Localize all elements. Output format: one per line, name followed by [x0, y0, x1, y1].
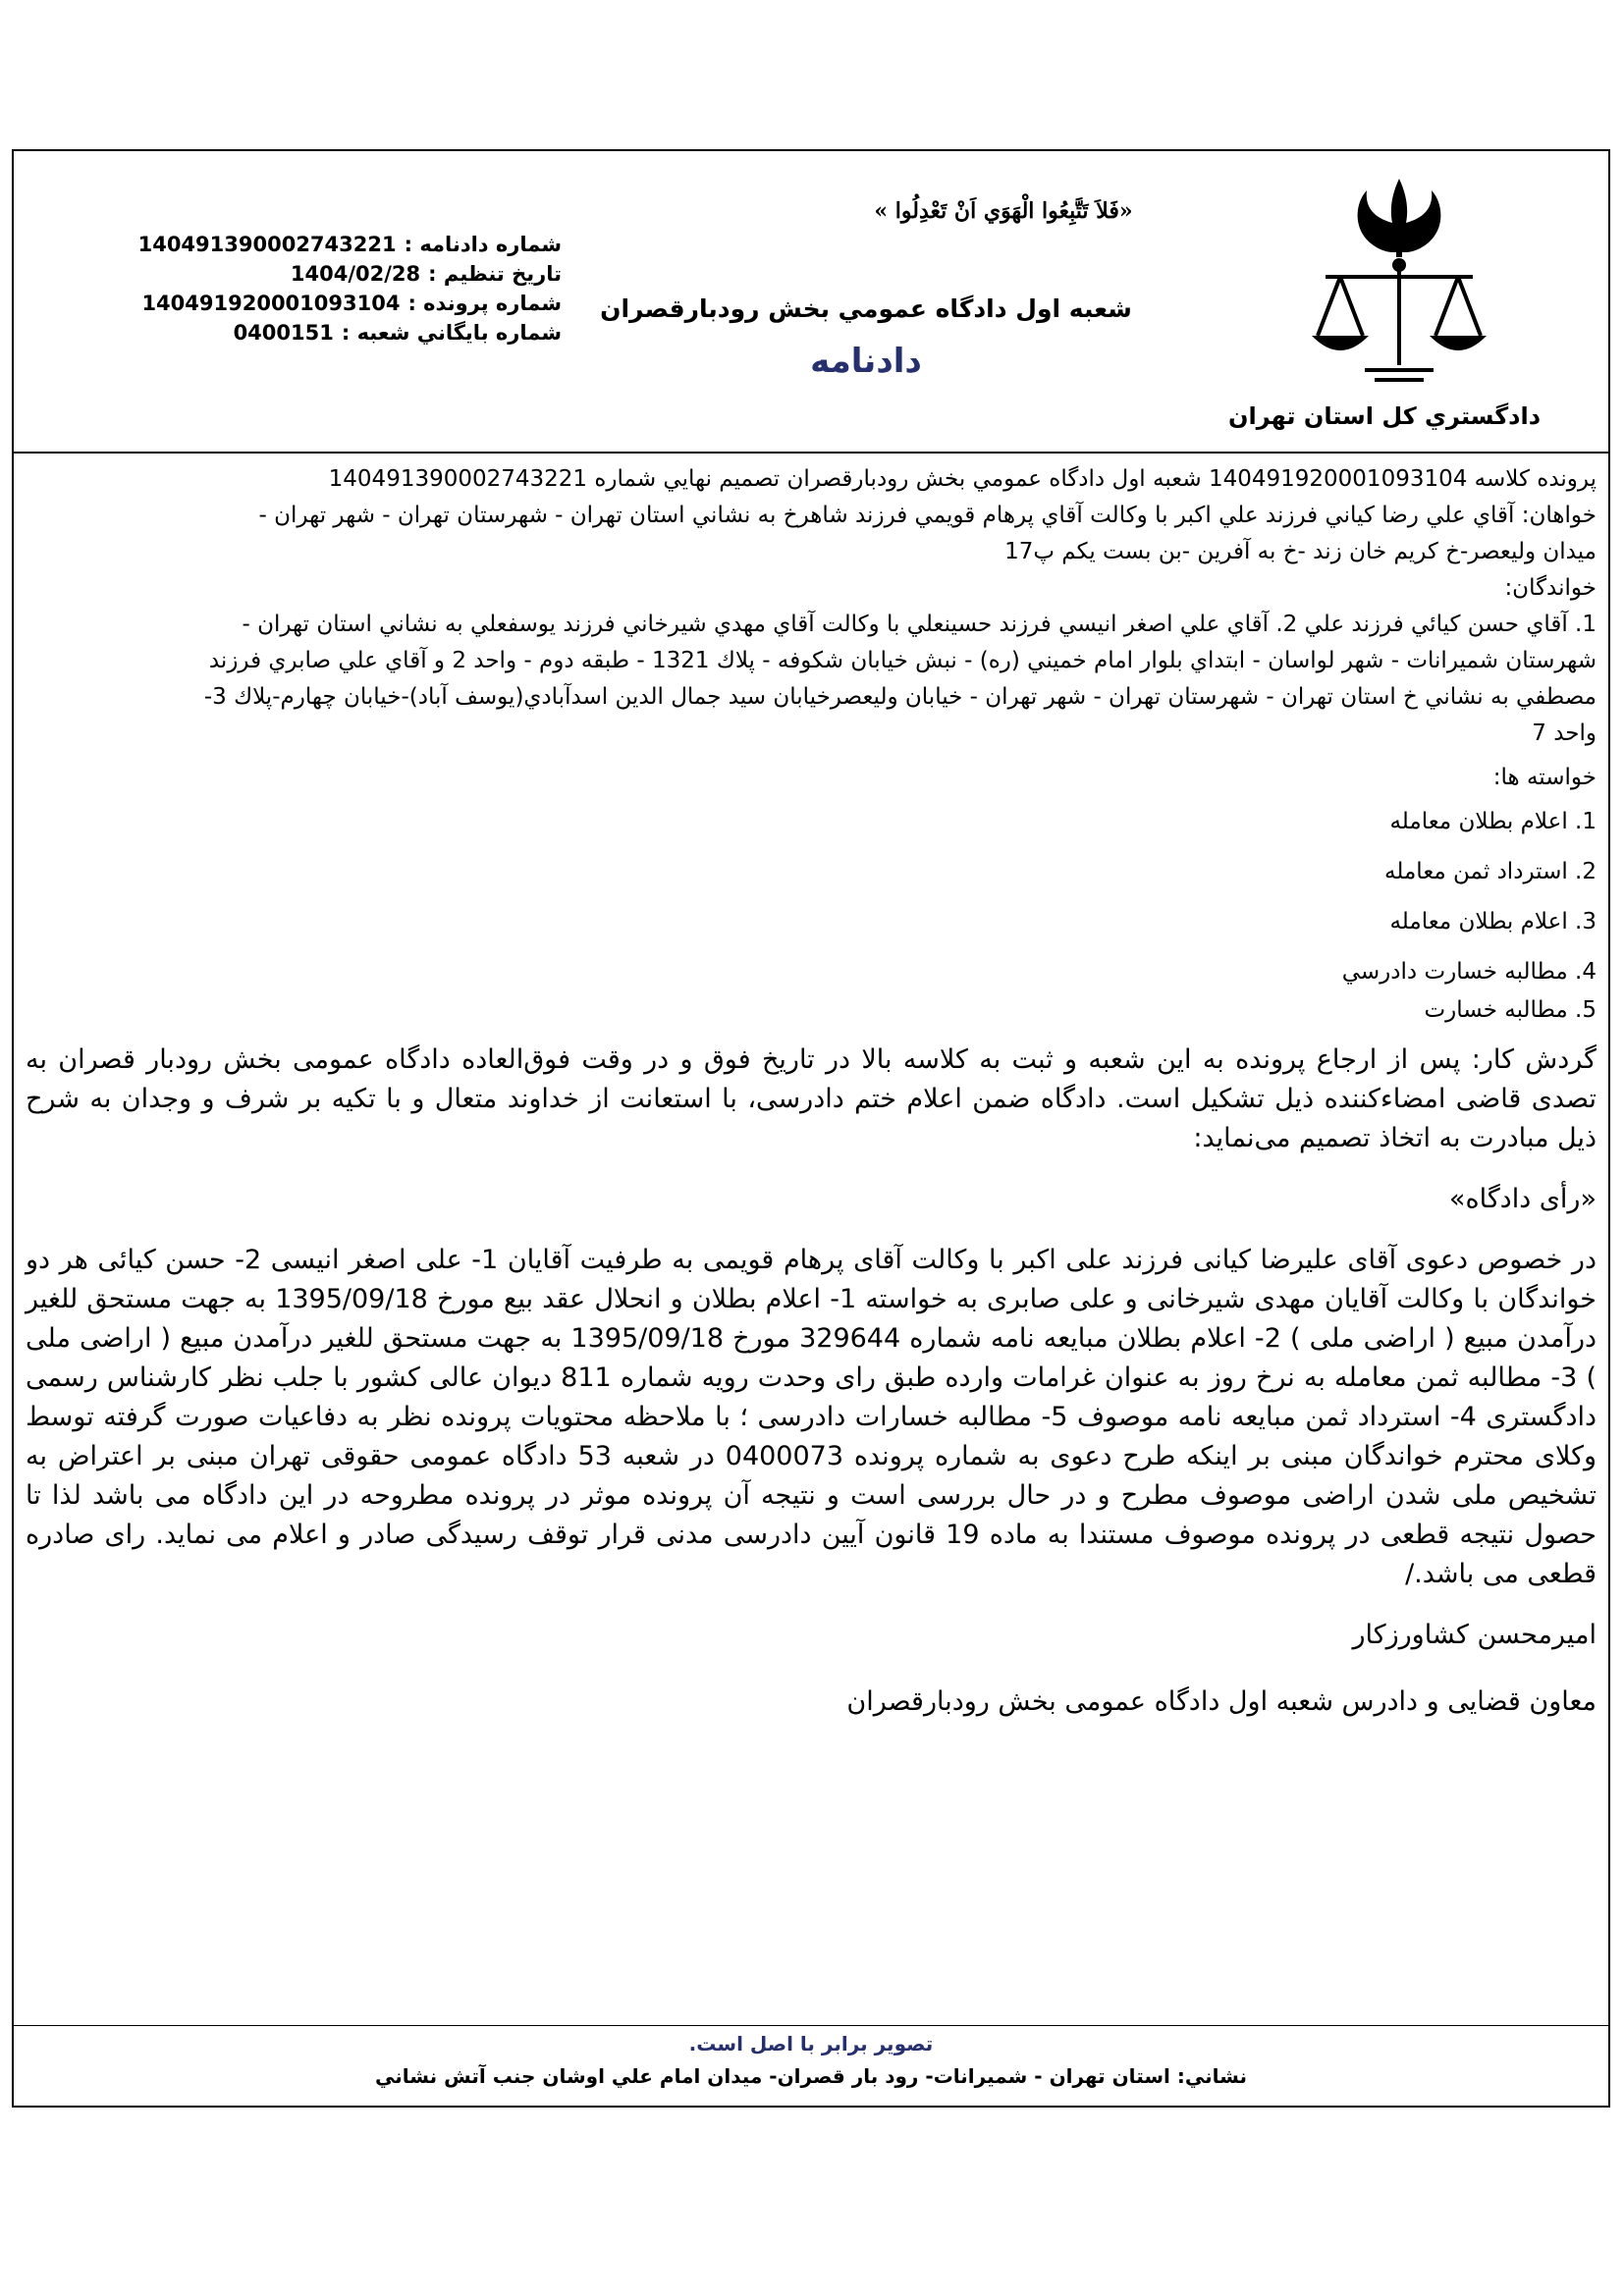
meta-archive-number: شماره بايگاني شعبه : 0400151 [233, 321, 562, 345]
document-type-title: دادنامه [810, 342, 922, 381]
defendants-line-3: مصطفي به نشاني خ استان تهران - شهرستان تهران - شهر تهران - خيابان وليعصرخيابان سيد جمال الدين اسدآبادي(يوسف آباد)-خيابان چهارم-پلاك 3- [203, 684, 1597, 710]
document-header [12, 149, 1610, 454]
defendants-line-1: 1. آقاي حسن كيائي فرزند علي 2. آقاي علي اصغر انيسي فرزند حسينعلي با وكالت آقاي مهدي شيرخاني فرزند يوسفعلي به نشاني استان تهران - [242, 612, 1597, 637]
meta-verdict-number: شماره دادنامه : 140491390002743221 [137, 233, 562, 256]
case-file-line: پرونده كلاسه 140491920001093104 شعبه اول دادگاه عمومي بخش رودبارقصران تصميم نهايي شماره 140491390002743221 [328, 466, 1597, 492]
defendants-line-4: واحد 7 [1532, 721, 1597, 746]
meta-issue-date: تاريخ تنظيم : 1404/02/28 [290, 262, 562, 286]
branch-title: شعبه اول دادگاه عمومي بخش رودبارقصران [600, 294, 1132, 323]
request-item: 1. اعلام بطلان معامله [1389, 809, 1597, 834]
court-address: نشاني: استان تهران - شميرانات- رود بار قصران- ميدان امام علي اوشان جنب آتش نشاني [375, 2064, 1247, 2088]
proceedings-paragraph: گردش کار: پس از ارجاع پرونده به این شعبه و ثبت به کلاسه بالا در تاریخ فوق و در وقت فوق‌العاده دادگاه عمومی بخش رودبار قصران به تصدی قاضی امضاءکننده ذیل تشکیل است. دادگاه ضمن اعلام ختم دادرسی، با استعانت از خداوند متعال و با تکیه بر شرف و وجدان به شرح ذیل مبادرت به اتخاذ تصمیم می‌نماید: [26, 1044, 1597, 1153]
judiciary-emblem-icon [1306, 169, 1492, 404]
defendants-heading: خواندگان: [1504, 575, 1597, 601]
request-item: 3. اعلام بطلان معامله [1389, 909, 1597, 934]
court-name: دادگستري كل استان تهران [1227, 402, 1542, 430]
copy-certification-note: تصوير برابر با اصل است. [688, 2032, 934, 2056]
plaintiff-line-1: خواهان: آقاي علي رضا كياني فرزند علي اكبر با وكالت آقاي پرهام قويمي فرزند شاهرخ به نشاني استان تهران - شهرستان تهران - شهر تهران - [258, 503, 1597, 528]
request-item: 2. استرداد ثمن معامله [1384, 859, 1597, 884]
quran-verse: «فَلاَ تَتَّبِعُوا الْهَوَي اَنْ تَعْدِلُوا » [874, 198, 1133, 224]
requests-heading: خواسته ها: [1492, 765, 1597, 790]
ruling-title: «رأی دادگاه» [1448, 1184, 1597, 1214]
judge-title: معاون قضایی و دادرس شعبه اول دادگاه عمومی بخش رودبارقصران [846, 1686, 1597, 1717]
request-item: 5. مطالبه خسارت [1424, 997, 1597, 1023]
case-metadata [139, 230, 562, 347]
document-body [26, 461, 1597, 1722]
defendants-line-2: شهرستان شميرانات - شهر لواسان - ابتداي بلوار امام خميني (ره) - نبش خيابان شكوفه - پلاك 1321 - طبقه دوم - واحد 2 و آقاي علي صابري فرزند [208, 648, 1597, 673]
plaintiff-line-2: ميدان وليعصر-خ كريم خان زند -خ به آفرين -بن بست يكم پ17 [1004, 539, 1597, 564]
meta-case-number: شماره پرونده : 140491920001093104 [141, 292, 562, 315]
judge-name: امیرمحسن کشاورزکار [1352, 1620, 1597, 1650]
ruling-paragraph: در خصوص دعوی آقای علیرضا کیانی فرزند علی اکبر با وکالت آقای پرهام قویمی به طرفیت آقایان 1- علی اصغر انیسی 2- حسن کیائی هر دو خواندگان با وکالت آقایان مهدی شیرخانی و علی صابری به خواسته 1- اعلام بطلان و انحلال عقد بیع مورخ 1395/09/18 به جهت مستحق للغیر درآمدن مبیع ( اراضی ملی ) 2- اعلام بطلان مبایعه نامه شماره 329644 مورخ 1395/09/18 به جهت مستحق للغیر درآمدن مبیع ( اراضی ملی ) 3- مطالبه ثمن معامله به نرخ روز به عنوان غرامات وارده طبق رای وحدت رویه شماره 811 دیوان عالی کشور با جلب نظر کارشناس رسمی دادگستری 4- استرداد ثمن مبایعه نامه موصوف 5- مطالبه خسارات دادرسی ؛ با ملاحظه محتویات پرونده نظر به دفاعیات صورت گرفته توسط وکلای محترم خواندگان مبنی بر اینکه طرح دعوی به شماره پرونده 0400073 در شعبه 53 دادگاه عمومی حقوقی تهران مبنی بر اعتراض به تشخیص ملی شدن اراضی موصوف مطرح و در حال بررسی است و نتیجه آن پرونده موثر در پرونده مطروحه در این دادگاه می باشد لذا تا حصول نتیجه قطعی در پرونده موصوف مستندا به ماده 19 قانون آیین دادرسی مدنی قرار توقف رسیدگی صادر و اعلام می نماید. رای صادره قطعی می باشد./ [26, 1245, 1597, 1589]
footer-divider [12, 2025, 1610, 2026]
request-item: 4. مطالبه خسارت دادرسي [1341, 959, 1597, 985]
